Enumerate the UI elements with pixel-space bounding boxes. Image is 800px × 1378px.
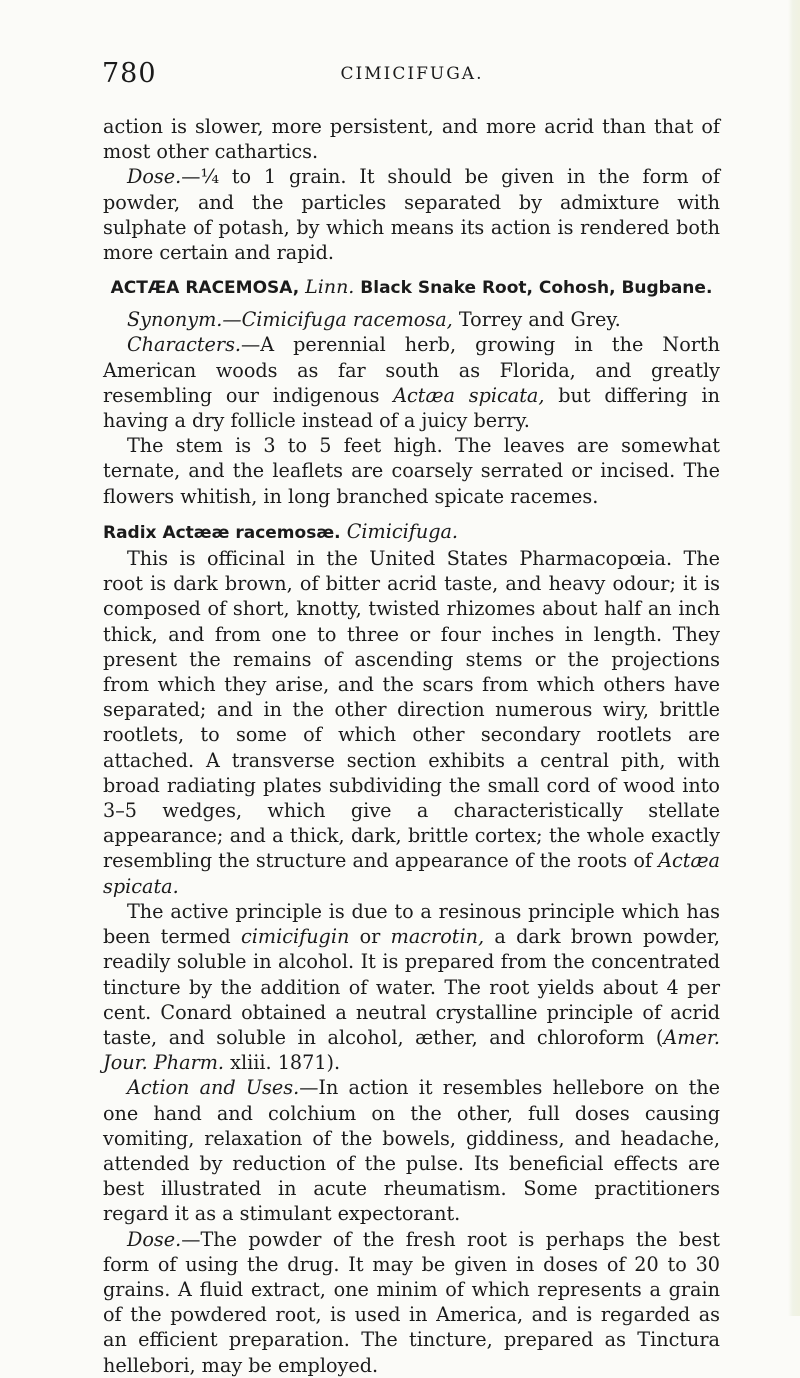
officinal-italic: Actæa spicata. bbox=[103, 849, 720, 898]
active-text-2: or bbox=[349, 925, 391, 949]
officinal-text: This is officinal in the United States Pharmacopœia. The root is dark brown, of bitter acrid taste, and heavy odour; it is composed of short, knotty, twisted rhizomes about half an inch thick, and from one to three or four inches in length. They present the remains of ascending stems or the projections from which they arise, and the scars from which others have separated; and in the other direction numerous wiry, brittle rootlets, to some of which other secondary rootlets are attached. A transverse section exhibits a central pith, with broad radiating plates subdividing the small cord of wood into 3–5 wedges, which give a characteristically stellate appearance; and a thick, dark, brittle cortex; the whole exactly resembling the structure and appearance of the roots of bbox=[103, 547, 720, 873]
synonym-name: —Cimicifuga racemosa, bbox=[222, 308, 453, 332]
characters-text-2: but differing in having a dry follicle instead of a juicy berry. bbox=[103, 383, 720, 433]
action-label: Action and Uses. bbox=[127, 1076, 300, 1100]
synonym-rest: Torrey and Grey. bbox=[452, 308, 621, 332]
characters-italic-1: Actæa spicata, bbox=[393, 383, 545, 407]
dose2-label: Dose. bbox=[127, 1227, 182, 1251]
action-text: —In action it resembles hellebore on the one hand and colchium on the other, full doses causing vomiting, relaxation of the bowels, giddiness, and headache, attended by reduction of the pulse. Its beneficial effects are best illustrated in acute rheumatism. Some practitioners regard it as a stimulant expectorant. bbox=[103, 1076, 720, 1226]
page-header bbox=[102, 58, 722, 88]
section-heading bbox=[103, 275, 720, 301]
page-number: 780 bbox=[102, 58, 157, 89]
characters-text-1: —A perennial herb, growing in the North American woods as far south as Florida, and greatly resembling our indigenous bbox=[103, 333, 720, 407]
heading-name: ACTÆA RACEMOSA, bbox=[110, 278, 300, 299]
dose2-text: —The powder of the fresh root is perhaps the best form of using the drug. It may be given in doses of 20 to 30 grains. A fluid extract, one minim of which represents a grain of the powdered root, is used in America, and is regarded as an efficient preparation. The tincture, prepared as Tinctura hellebori, may be employed. bbox=[103, 1227, 720, 1377]
radix-label: Radix Actææ racemosæ. bbox=[103, 522, 341, 543]
paragraph-officinal bbox=[103, 546, 720, 899]
dose-label: Dose. bbox=[127, 165, 182, 189]
paragraph-dose-2 bbox=[103, 1227, 720, 1378]
heading-common-names: Black Snake Root, Cohosh, Bugbane. bbox=[360, 278, 713, 299]
characters-label: Characters. bbox=[127, 333, 242, 357]
paragraph-cathartics: action is slower, more persistent, and more acrid than that of most other cathartics. bbox=[103, 115, 720, 164]
active-italic-1: cimicifugin bbox=[241, 925, 350, 949]
paragraph-radix bbox=[103, 519, 720, 546]
radix-italic: Cimicifuga. bbox=[346, 519, 459, 543]
dose-text: —¼ to 1 grain. It should be given in the form of powder, and the particles separated by admixture with sulphate of potash, by which means its action is rendered both more certain and rapid. bbox=[103, 165, 720, 265]
synonym-label: Synonym. bbox=[127, 308, 223, 332]
active-italic-3: Amer. Jour. Pharm. bbox=[103, 1025, 720, 1075]
running-head: CIMICIFUGA. bbox=[340, 64, 484, 84]
paragraph-synonym bbox=[103, 307, 720, 332]
page-edge-shadow bbox=[788, 0, 800, 1316]
active-text-1: The active principle is due to a resinous principle which has been termed bbox=[103, 899, 720, 949]
paragraph-characters bbox=[103, 332, 720, 433]
active-text-3: a dark brown powder, readily soluble in alcohol. It is prepared from the concentrated tincture by the addition of water. The root yields about 4 per cent. Conard obtained a neutral crystalline principle of acrid taste, and soluble in alcohol, æther, and chloroform ( bbox=[103, 925, 720, 1049]
paragraph-action-uses bbox=[103, 1075, 720, 1226]
paragraph-dose-1 bbox=[103, 164, 720, 265]
body-text bbox=[103, 114, 720, 1378]
heading-authority: Linn. bbox=[305, 276, 355, 299]
active-italic-2: macrotin, bbox=[390, 925, 485, 949]
paragraph-active-principle bbox=[103, 899, 720, 1075]
paragraph-stem: The stem is 3 to 5 feet high. The leaves are somewhat ternate, and the leaflets are coarsely serrated or incised. The flowers whitish, in long branched spicate racemes. bbox=[103, 434, 720, 508]
active-text-4: xliii. 1871). bbox=[224, 1051, 341, 1075]
